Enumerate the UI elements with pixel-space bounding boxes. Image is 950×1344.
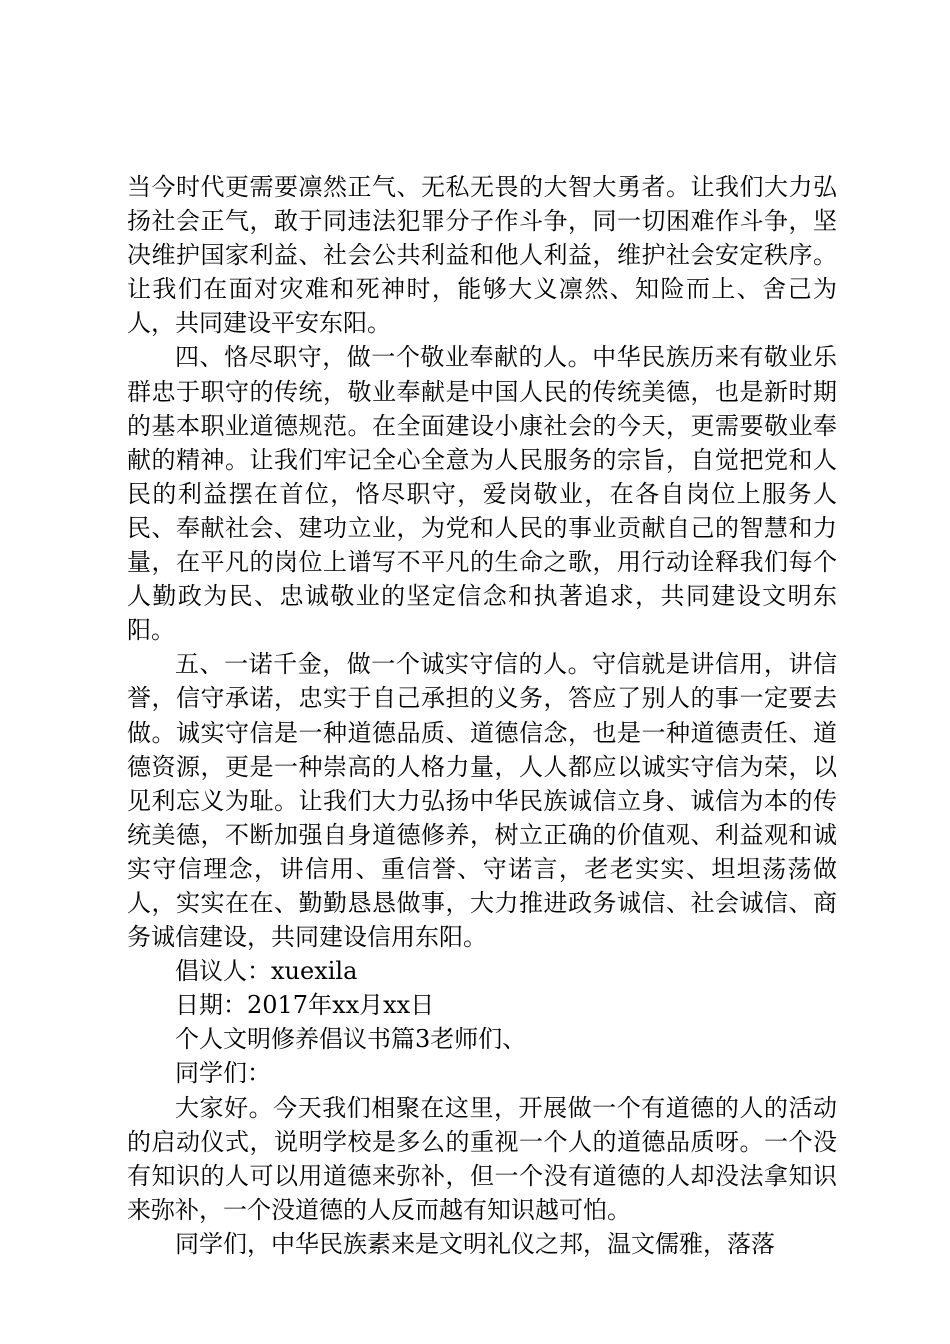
document-page	[127, 170, 837, 1261]
initiator-line: 倡议人：xuexila	[175, 957, 358, 986]
date-line: 日期：2017年xx月xx日	[175, 991, 435, 1020]
paragraph-greeting: 大家好。今天我们相聚在这里，开展做一个有道德的人的活动的启动仪式，说明学校是多么的重视一个人的道德品质呀。一个没有知识的人可以用道德来弥补，但一个没有道德的人却没法拿知识来弥补，一个没道德的人反而越有知识越可怕。	[127, 1093, 837, 1224]
paragraph-etiquette: 同学们，中华民族素来是文明礼仪之邦，温文儒雅，落落	[175, 1229, 775, 1258]
paragraph-dedication: 四、恪尽职守，做一个敬业奉献的人。中华民族历来有敬业乐群忠于职守的传统，敬业奉献是中国人民的传统美德，也是新时期的基本职业道德规范。在全面建设小康社会的今天，更需要敬业奉献的精神。让我们牢记全心全意为人民服务的宗旨，自觉把党和人民的利益摆在首位，恪尽职守，爱岗敬业，在各自岗位上服务人民、奉献社会、建功立业，为党和人民的事业贡献自己的智慧和力量，在平凡的岗位上谱写不平凡的生命之歌，用行动诠释我们每个人勤政为民、忠诚敬业的坚定信念和执著追求，共同建设文明东阳。	[127, 343, 837, 645]
paragraph-public-safety: 当今时代更需要凛然正气、无私无畏的大智大勇者。让我们大力弘扬社会正气，敢于同违法犯罪分子作斗争，同一切困难作斗争，坚决维护国家利益、社会公共利益和他人利益，维护社会安定秩序。让我们在面对灾难和死神时，能够大义凛然、知险而上、舍己为人，共同建设平安东阳。	[127, 173, 837, 338]
salutation-line: 同学们：	[175, 1059, 271, 1088]
section-heading-line: 个人文明修养倡议书篇3老师们、	[175, 1025, 527, 1054]
paragraph-integrity: 五、一诺千金，做一个诚实守信的人。守信就是讲信用，讲信誉，信守承诺，忠实于自己承担的义务，答应了别人的事一定要去做。诚实守信是一种道德品质、道德信念，也是一种道德责任、道德资源，更是一种崇高的人格力量，人人都应以诚实守信为荣，以见利忘义为耻。让我们大力弘扬中华民族诚信立身、诚信为本的传统美德，不断加强自身道德修养，树立正确的价值观、利益观和诚实守信理念，讲信用、重信誉、守诺言，老老实实、坦坦荡荡做人，实实在在、勤勤恳恳做事，大力推进政务诚信、社会诚信、商务诚信建设，共同建设信用东阳。	[127, 650, 837, 952]
